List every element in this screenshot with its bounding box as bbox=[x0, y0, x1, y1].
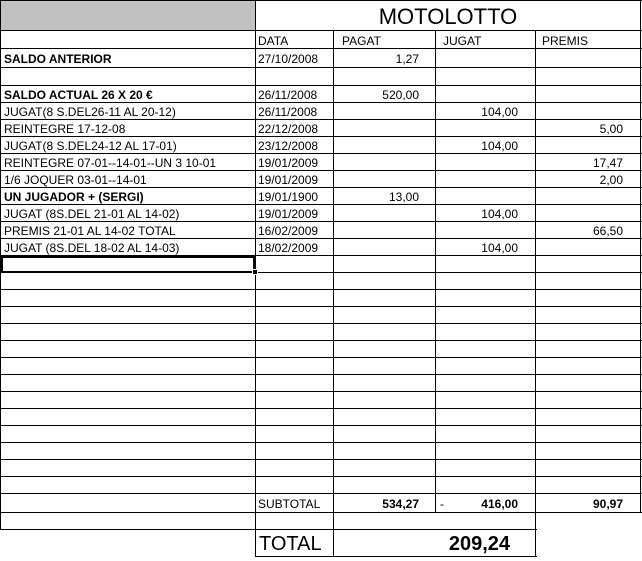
row-label[interactable]: SALDO ACTUAL 26 X 20 € bbox=[4, 88, 153, 102]
row-label[interactable]: REINTEGRE 17-12-08 bbox=[4, 122, 126, 136]
grid-line bbox=[640, 0, 641, 513]
grid-line bbox=[0, 425, 642, 426]
sheet-title[interactable]: MOTOLOTTO bbox=[378, 4, 518, 29]
grid-line bbox=[0, 493, 642, 494]
grid-line bbox=[0, 153, 642, 154]
subtotal-jugat-prefix: - bbox=[440, 497, 444, 511]
grid-line bbox=[435, 30, 436, 513]
row-label[interactable]: JUGAT (8S.DEL 21-01 AL 14-02) bbox=[4, 207, 180, 221]
active-cell-selection[interactable] bbox=[1, 256, 255, 273]
row-pagat[interactable]: 13,00 bbox=[388, 190, 419, 204]
grid-line bbox=[0, 391, 642, 392]
grid-line bbox=[0, 238, 642, 239]
grid-line bbox=[0, 357, 642, 358]
subtotal-pagat[interactable]: 534,27 bbox=[382, 497, 419, 511]
row-date[interactable]: 19/01/2009 bbox=[258, 173, 319, 187]
row-premis[interactable]: 17,47 bbox=[592, 156, 623, 170]
row-label[interactable]: 1/6 JOQUER 03-01--14-01 bbox=[4, 173, 147, 187]
grid-line bbox=[0, 136, 642, 137]
row-pagat[interactable]: 1,27 bbox=[395, 52, 419, 66]
fill-handle[interactable] bbox=[252, 269, 258, 275]
row-label[interactable]: REINTEGRE 07-01--14-01--UN 3 10-01 bbox=[4, 156, 217, 170]
row-date[interactable]: 19/01/2009 bbox=[258, 207, 319, 221]
row-premis[interactable]: 2,00 bbox=[599, 173, 623, 187]
header-pagat[interactable]: PAGAT bbox=[342, 34, 381, 48]
row-label[interactable]: JUGAT (8S.DEL 18-02 AL 14-03) bbox=[4, 241, 180, 255]
grid-line bbox=[0, 408, 642, 409]
header-data[interactable]: DATA bbox=[258, 34, 289, 48]
grid-line bbox=[0, 476, 642, 477]
grid-line bbox=[0, 85, 642, 86]
row-date[interactable]: 19/01/1900 bbox=[258, 190, 319, 204]
grid-line bbox=[0, 512, 642, 513]
grid-line bbox=[0, 459, 642, 460]
grid-line bbox=[0, 529, 537, 530]
grid-line bbox=[0, 289, 642, 290]
grid-line bbox=[0, 48, 642, 49]
row-date[interactable]: 27/10/2008 bbox=[258, 52, 319, 66]
row-date[interactable]: 26/11/2008 bbox=[258, 105, 318, 119]
grid-line bbox=[535, 30, 536, 557]
grid-line bbox=[255, 0, 256, 557]
grid-line bbox=[0, 30, 642, 31]
row-jugat[interactable]: 104,00 bbox=[481, 207, 518, 221]
grid-line bbox=[0, 0, 642, 1]
grid-line bbox=[0, 119, 642, 120]
total-label[interactable]: TOTAL bbox=[259, 533, 322, 555]
grid-line bbox=[0, 306, 642, 307]
row-jugat[interactable]: 104,00 bbox=[481, 139, 518, 153]
row-date[interactable]: 19/01/2009 bbox=[258, 156, 319, 170]
row-pagat[interactable]: 520,00 bbox=[382, 88, 419, 102]
grid-line bbox=[0, 204, 642, 205]
grid-line bbox=[0, 67, 642, 68]
row-jugat[interactable]: 104,00 bbox=[481, 241, 518, 255]
grid-line bbox=[0, 442, 642, 443]
row-date[interactable]: 16/02/2009 bbox=[258, 224, 319, 238]
row-jugat[interactable]: 104,00 bbox=[481, 105, 518, 119]
grid-line bbox=[0, 187, 642, 188]
row-premis[interactable]: 5,00 bbox=[599, 122, 623, 136]
grid-line bbox=[0, 374, 642, 375]
subtotal-jugat[interactable]: 416,00 bbox=[481, 497, 518, 511]
row-label[interactable]: PREMIS 21-01 AL 14-02 TOTAL bbox=[4, 224, 176, 238]
grid-line bbox=[0, 102, 642, 103]
grid-line bbox=[0, 221, 642, 222]
row-label[interactable]: JUGAT(8 S.DEL26-11 AL 20-12) bbox=[4, 105, 176, 119]
row-date[interactable]: 18/02/2009 bbox=[258, 241, 319, 255]
grid-line bbox=[0, 170, 642, 171]
row-date[interactable]: 22/12/2008 bbox=[258, 122, 319, 136]
subtotal-label[interactable]: SUBTOTAL bbox=[258, 497, 321, 511]
row-label[interactable]: JUGAT(8 S.DEL24-12 AL 17-01) bbox=[4, 139, 177, 153]
header-jugat[interactable]: JUGAT bbox=[443, 34, 482, 48]
row-premis[interactable]: 66,50 bbox=[592, 224, 623, 238]
grid-line bbox=[0, 340, 642, 341]
subtotal-premis[interactable]: 90,97 bbox=[592, 497, 623, 511]
row-label[interactable]: SALDO ANTERIOR bbox=[4, 52, 112, 66]
row-label[interactable]: UN JUGADOR + (SERGI) bbox=[4, 190, 144, 204]
grid-line bbox=[0, 323, 642, 324]
total-value[interactable]: 209,24 bbox=[448, 533, 510, 555]
header-gray-area bbox=[1, 1, 255, 30]
row-date[interactable]: 26/11/2008 bbox=[258, 88, 318, 102]
header-premis[interactable]: PREMIS bbox=[542, 34, 589, 48]
row-date[interactable]: 23/12/2008 bbox=[258, 139, 319, 153]
grid-line bbox=[333, 30, 334, 557]
grid-line bbox=[255, 556, 537, 557]
